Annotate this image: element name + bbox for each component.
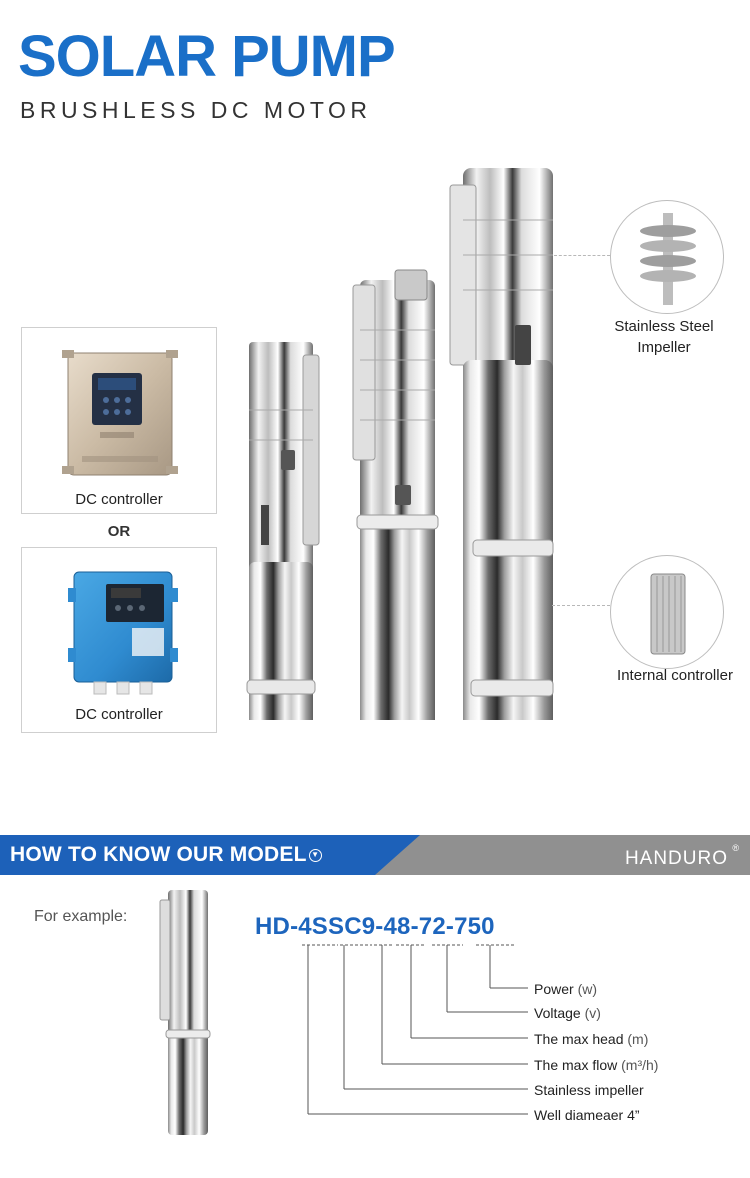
blue-controller-image bbox=[22, 548, 218, 708]
internal-controller-label: Internal controller bbox=[617, 667, 733, 684]
brand-name: HANDURO bbox=[624, 848, 728, 869]
legend-max-flow bbox=[534, 1057, 658, 1073]
impeller-label-line-2: Impeller bbox=[637, 339, 691, 356]
impeller-label bbox=[594, 316, 734, 358]
banner-title-text: HOW TO KNOW OUR MODEL bbox=[10, 843, 307, 866]
legend-max-head-text: The max head bbox=[534, 1031, 624, 1047]
page-title: SOLAR PUMP bbox=[18, 24, 395, 89]
legend-max-flow-text: The max flow bbox=[534, 1057, 618, 1073]
legend-power-unit: (w) bbox=[577, 981, 598, 997]
beige-controller-image bbox=[22, 328, 218, 488]
legend-voltage-unit: (v) bbox=[584, 1005, 601, 1021]
legend-well-diameter: Well diameaer 4” bbox=[534, 1107, 640, 1123]
legend-max-head bbox=[534, 1031, 648, 1047]
legend-power bbox=[534, 981, 597, 997]
example-label: For example: bbox=[34, 908, 128, 925]
dc-controller-card-1 bbox=[21, 327, 217, 514]
impeller-circle bbox=[610, 200, 724, 314]
chevron-down-icon: ▼ bbox=[309, 849, 322, 862]
example-pump-image bbox=[150, 880, 230, 1140]
impeller-label-line-1: Stainless Steel bbox=[614, 318, 714, 335]
large-pump bbox=[450, 168, 553, 720]
or-separator: OR bbox=[107, 523, 131, 540]
dc-controller-label-2: DC controller bbox=[75, 706, 163, 723]
dc-controller-label-1: DC controller bbox=[75, 491, 163, 508]
legend-voltage bbox=[534, 1005, 601, 1021]
dc-controller-card-2 bbox=[21, 547, 217, 733]
legend-max-flow-unit: (m³/h) bbox=[621, 1057, 659, 1073]
brand-logo bbox=[624, 843, 740, 870]
registered-mark: ® bbox=[732, 843, 740, 853]
pump-products-image bbox=[235, 160, 565, 720]
impeller-callout-line bbox=[554, 255, 610, 256]
legend-max-head-unit: (m) bbox=[627, 1031, 649, 1047]
small-pump bbox=[245, 342, 319, 720]
legend-voltage-text: Voltage bbox=[534, 1005, 581, 1021]
internal-controller-callout-line bbox=[552, 605, 610, 606]
banner-title bbox=[10, 843, 322, 867]
impeller-image bbox=[611, 201, 724, 314]
page-subtitle: BRUSHLESS DC MOTOR bbox=[20, 97, 372, 123]
internal-controller-circle bbox=[610, 555, 724, 669]
internal-controller-image bbox=[611, 556, 724, 669]
legend-power-text: Power bbox=[534, 981, 574, 997]
section-banner bbox=[0, 835, 750, 875]
medium-pump bbox=[353, 270, 438, 720]
legend-stainless-impeller: Stainless impeller bbox=[534, 1082, 644, 1098]
model-code: HD-4SSC9-48-72-750 bbox=[255, 913, 495, 940]
